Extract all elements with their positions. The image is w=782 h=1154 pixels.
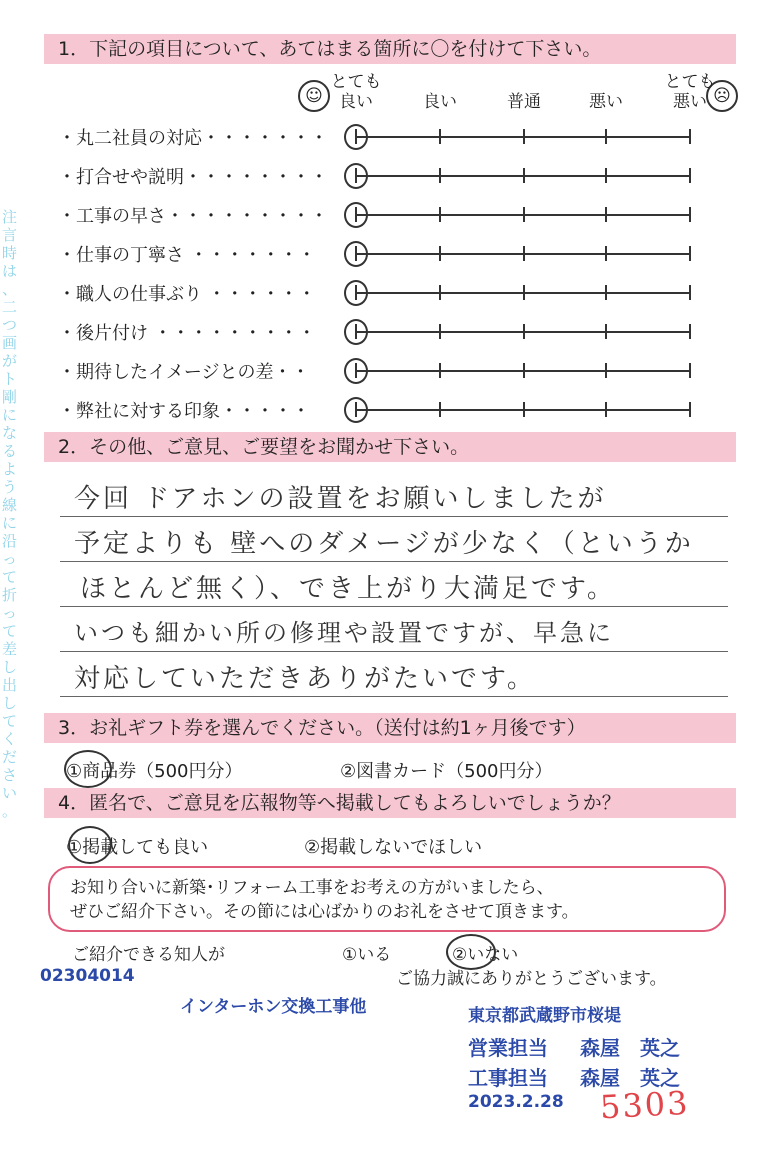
rating-tick[interactable] — [439, 207, 441, 222]
publish-option-2[interactable]: ②掲載しないでほしい — [304, 837, 483, 858]
rating-tick[interactable] — [605, 285, 607, 300]
ruled-line — [60, 696, 728, 697]
rating-tick[interactable] — [689, 324, 691, 339]
rating-tick[interactable] — [439, 129, 441, 144]
rating-tick[interactable] — [605, 402, 607, 417]
rating-item-label: ・弊社に対する印象・・・・・ — [58, 401, 310, 422]
rating-item-label: ・職人の仕事ぶり ・・・・・・ — [58, 284, 316, 305]
rating-tick[interactable] — [523, 285, 525, 300]
rating-tick[interactable] — [523, 402, 525, 417]
rating-selection-circle — [344, 319, 368, 345]
rating-selection-circle — [344, 358, 368, 384]
rating-tick[interactable] — [439, 363, 441, 378]
scale-label-2: 普通 — [507, 92, 541, 112]
gift-option-2[interactable]: ②図書カード（500円分） — [340, 761, 553, 782]
referral-request-box — [48, 866, 726, 932]
rating-item-label: ・期待したイメージとの差・・ — [58, 362, 310, 383]
rating-item-label: ・打合せや説明・・・・・・・・ — [58, 167, 328, 188]
rating-tick[interactable] — [689, 246, 691, 261]
rating-tick[interactable] — [605, 324, 607, 339]
date: 2023.2.28 — [468, 1092, 564, 1112]
customer-code: 02304014 — [40, 966, 135, 986]
referral-request-line-2: ぜひご紹介下さい。その節には心ばかりのお礼をさせて頂きます。 — [70, 902, 579, 922]
referral-request-line-1: お知り合いに新築･リフォーム工事をお考えの方がいましたら、 — [70, 878, 554, 898]
ruled-line — [60, 561, 728, 562]
ruled-line — [60, 606, 728, 607]
referral-label: ご紹介できる知人が — [72, 945, 225, 965]
rating-tick[interactable] — [523, 207, 525, 222]
gift-option-1[interactable]: ①商品券（500円分） — [66, 761, 243, 782]
comment-line: いつも細かい所の修理や設置ですが、早急に — [74, 619, 614, 647]
publish-option-1[interactable]: ①掲載しても良い — [66, 837, 209, 858]
rating-tick[interactable] — [605, 246, 607, 261]
rating-tick[interactable] — [689, 129, 691, 144]
thanks-text: ご協力誠にありがとうございます。 — [396, 969, 667, 989]
referral-option-2[interactable]: ②いない — [452, 945, 519, 965]
rating-selection-circle — [344, 202, 368, 228]
question-4-title: 4．匿名で、ご意見を広報物等へ掲載してもよろしいでしょうか？ — [44, 788, 736, 818]
ruled-line — [60, 516, 728, 517]
rating-tick[interactable] — [523, 246, 525, 261]
sales-name: 森屋 英之 — [580, 1036, 680, 1060]
question-3-title: 3．お礼ギフト券を選んでください。（送付は約1ヶ月後です） — [44, 713, 736, 743]
rating-selection-circle — [344, 280, 368, 306]
frown-icon: ☹ — [706, 80, 738, 112]
handwritten-number: 5303 — [599, 1083, 691, 1127]
rating-tick[interactable] — [439, 402, 441, 417]
rating-tick[interactable] — [689, 402, 691, 417]
ruled-line — [60, 651, 728, 652]
comment-line: 今回 ドアホンの設置をお願いしましたが — [74, 484, 607, 514]
rating-selection-circle — [344, 397, 368, 423]
smile-icon: ☺ — [298, 80, 330, 112]
rating-tick[interactable] — [605, 207, 607, 222]
comment-line: 予定よりも 壁へのダメージが少なく（というか — [74, 529, 694, 559]
question-2-title: 2．その他、ご意見、ご要望をお聞かせ下さい。 — [44, 432, 736, 462]
rating-tick[interactable] — [689, 168, 691, 183]
rating-tick[interactable] — [523, 168, 525, 183]
work-name: インターホン交換工事他 — [180, 997, 367, 1017]
rating-selection-circle — [344, 163, 368, 189]
rating-item-label: ・後片付け ・・・・・・・・・ — [58, 323, 316, 344]
scale-label-4: とても 悪い — [664, 72, 716, 112]
rating-tick[interactable] — [439, 324, 441, 339]
address: 東京都武蔵野市桜堤 — [468, 1006, 621, 1026]
rating-tick[interactable] — [605, 168, 607, 183]
rating-tick[interactable] — [523, 324, 525, 339]
rating-item-label: ・工事の早さ・・・・・・・・・ — [58, 206, 328, 227]
rating-tick[interactable] — [689, 207, 691, 222]
construction-label: 工事担当 — [468, 1066, 548, 1090]
rating-item-label: ・仕事の丁寧さ ・・・・・・・ — [58, 245, 316, 266]
comment-line: 対応していただきありがたいです。 — [74, 664, 536, 694]
rating-tick[interactable] — [439, 285, 441, 300]
rating-tick[interactable] — [605, 129, 607, 144]
rating-item-label: ・丸二社員の対応・・・・・・・ — [58, 128, 328, 149]
rating-tick[interactable] — [523, 129, 525, 144]
sales-label: 営業担当 — [468, 1036, 548, 1060]
gift-selection-circle — [64, 750, 112, 788]
rating-tick[interactable] — [439, 168, 441, 183]
comment-line: ほとんど無く）、でき上がり大満足です。 — [80, 574, 616, 604]
rating-tick[interactable] — [689, 285, 691, 300]
rating-tick[interactable] — [689, 363, 691, 378]
scale-label-1: 良い — [423, 92, 457, 112]
scale-label-0: とても 良い — [330, 72, 382, 112]
publish-selection-circle — [68, 826, 112, 864]
side-vertical-note: 注 言 時 は 、 二 つ 画 が ト 剛 に な る よ う 線 に 沿 っ て 折 っ て 差 し 出 し て く だ さ い 。 — [2, 208, 18, 820]
construction-name: 森屋 英之 — [580, 1066, 680, 1090]
rating-tick[interactable] — [439, 246, 441, 261]
question-1-title: 1．下記の項目について、あてはまる箇所に〇を付けて下さい。 — [44, 34, 736, 64]
referral-option-1[interactable]: ①いる — [342, 945, 392, 965]
scale-label-3: 悪い — [589, 92, 623, 112]
rating-selection-circle — [344, 241, 368, 267]
rating-tick[interactable] — [605, 363, 607, 378]
rating-tick[interactable] — [523, 363, 525, 378]
rating-selection-circle — [344, 124, 368, 150]
